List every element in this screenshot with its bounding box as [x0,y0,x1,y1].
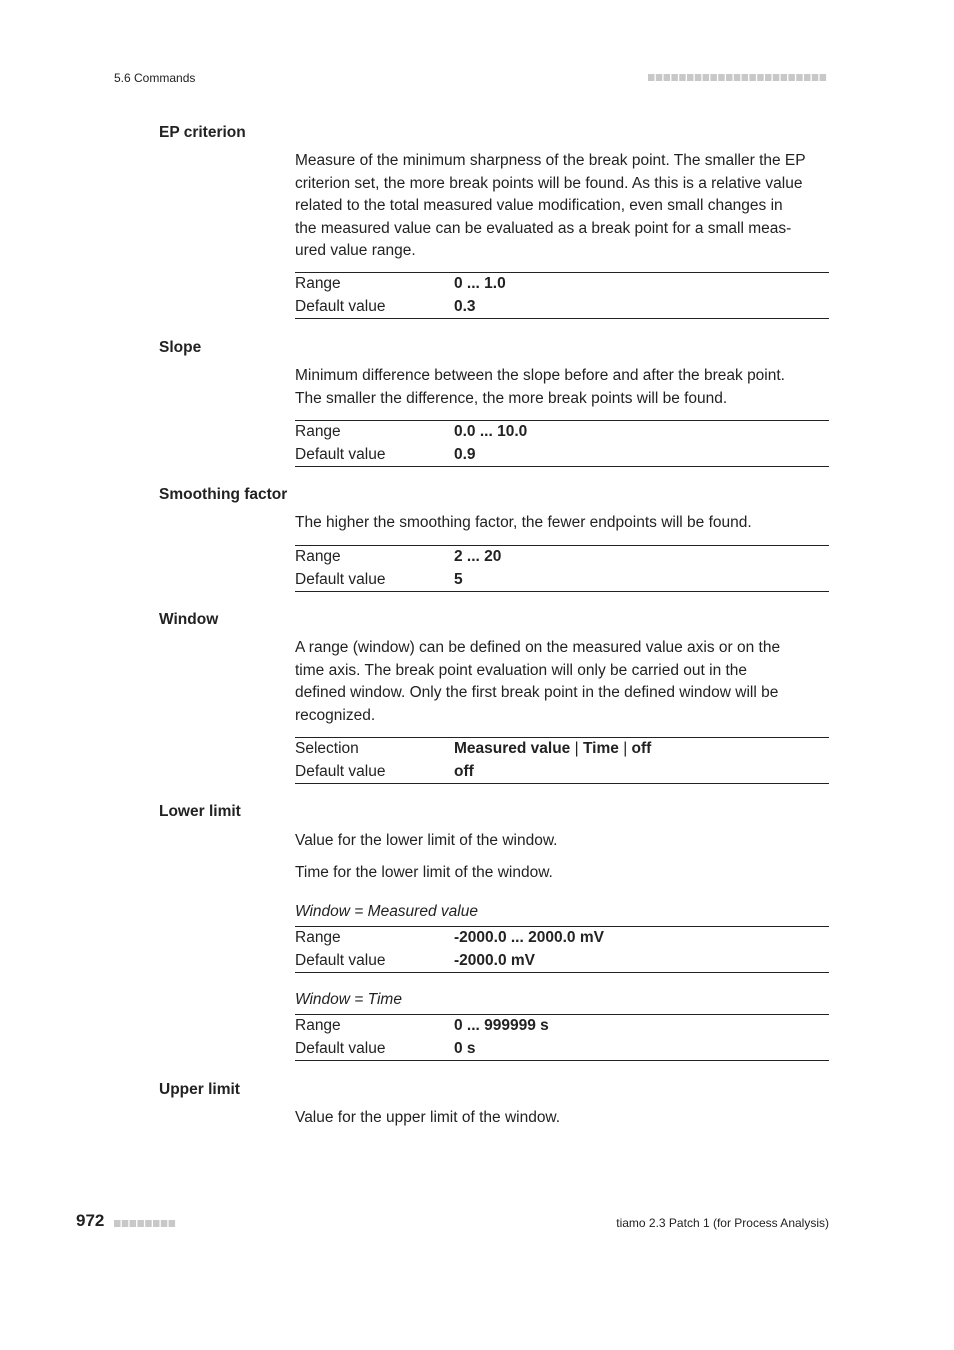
table-row [295,569,829,592]
param-label: Range [295,548,341,566]
condition-measured-value: Window = Measured value [295,903,478,920]
selection-values [454,740,651,758]
lower-limit-measured-value-table [295,926,829,973]
text-line: The smaller the difference, the more break points will be found. [295,389,728,407]
param-label: Selection [295,740,359,758]
text-line: ured value range. [295,242,416,259]
lower-limit-description-value: Value for the lower limit of the window. [295,832,558,849]
footer-product-name: tiamo 2.3 Patch 1 (for Process Analysis) [616,1216,829,1230]
table-row [295,1015,829,1038]
heading-window: Window [159,611,219,628]
condition-time: Window = Time [295,991,402,1008]
param-value: 0 ... 1.0 [454,275,506,293]
text-line: related to the total measured value modification, even small changes in [295,197,783,214]
param-value: -2000.0 mV [454,951,535,969]
param-value: 0 s [454,1039,476,1057]
param-value: off [454,762,474,780]
text-line: the measured value can be evaluated as a break point for a small meas- [295,219,792,237]
text-line: Minimum difference between the slope before and after the break point. [295,367,785,384]
param-label: Range [295,275,341,293]
table-row [295,950,829,973]
window-description [295,637,835,727]
table-row [295,444,829,467]
selection-option: off [631,740,652,758]
text-line: defined window. Only the first break point in the defined window will be [295,684,779,701]
param-value: 2 ... 20 [454,548,502,566]
param-value: 0 ... 999999 s [454,1017,549,1035]
smoothing-factor-parameter-table [295,545,829,592]
ep-criterion-parameter-table [295,272,829,319]
option-separator: | [623,740,628,758]
heading-ep-criterion: EP criterion [159,124,246,141]
table-row [295,738,829,761]
table-row [295,296,829,319]
param-label: Default value [295,445,386,463]
window-parameter-table [295,737,829,784]
text-line: criterion set, the more break points will be found. As this is a relative value [295,174,803,192]
heading-slope: Slope [159,339,202,356]
ep-criterion-description [295,150,835,263]
footer-dots-decoration [114,1219,181,1228]
param-label: Default value [295,570,386,588]
heading-upper-limit: Upper limit [159,1081,240,1098]
selection-option: Time [582,740,619,758]
param-label: Range [295,929,341,947]
param-value: 0.9 [454,445,476,463]
table-row [295,1038,829,1061]
table-row [295,273,829,296]
table-row [295,761,829,784]
param-value: 5 [454,570,463,588]
param-label: Range [295,423,341,441]
table-row [295,927,829,950]
slope-description [295,365,835,410]
text-line: time axis. The break point evaluation will only be carried out in the [295,661,748,679]
lower-limit-time-table [295,1014,829,1061]
param-label: Range [295,1017,341,1035]
smoothing-factor-description [295,512,835,535]
selection-option: Measured value [454,740,571,758]
param-value: 0.0 ... 10.0 [454,423,528,441]
table-row [295,546,829,569]
param-label: Default value [295,951,386,969]
param-label: Default value [295,297,386,315]
lower-limit-description-time: Time for the lower limit of the window. [295,864,553,881]
param-value: -2000.0 ... 2000.0 mV [454,929,604,947]
option-separator: | [574,740,579,758]
text-line: The higher the smoothing factor, the fewer endpoints will be found. [295,514,752,531]
upper-limit-description: Value for the upper limit of the window. [295,1109,561,1126]
header-dots-decoration [648,73,829,82]
param-label: Default value [295,762,386,780]
text-line: recognized. [295,706,376,724]
running-header-section: 5.6 Commands [114,71,196,85]
text-line: A range (window) can be defined on the measured value axis or on the [295,639,781,656]
table-row [295,421,829,444]
heading-lower-limit: Lower limit [159,803,241,820]
param-value: 0.3 [454,297,476,315]
param-label: Default value [295,1039,386,1057]
slope-parameter-table [295,420,829,467]
page-number: 972 [76,1211,105,1230]
heading-smoothing-factor: Smoothing factor [159,486,288,503]
text-line: Measure of the minimum sharpness of the break point. The smaller the EP [295,152,806,169]
